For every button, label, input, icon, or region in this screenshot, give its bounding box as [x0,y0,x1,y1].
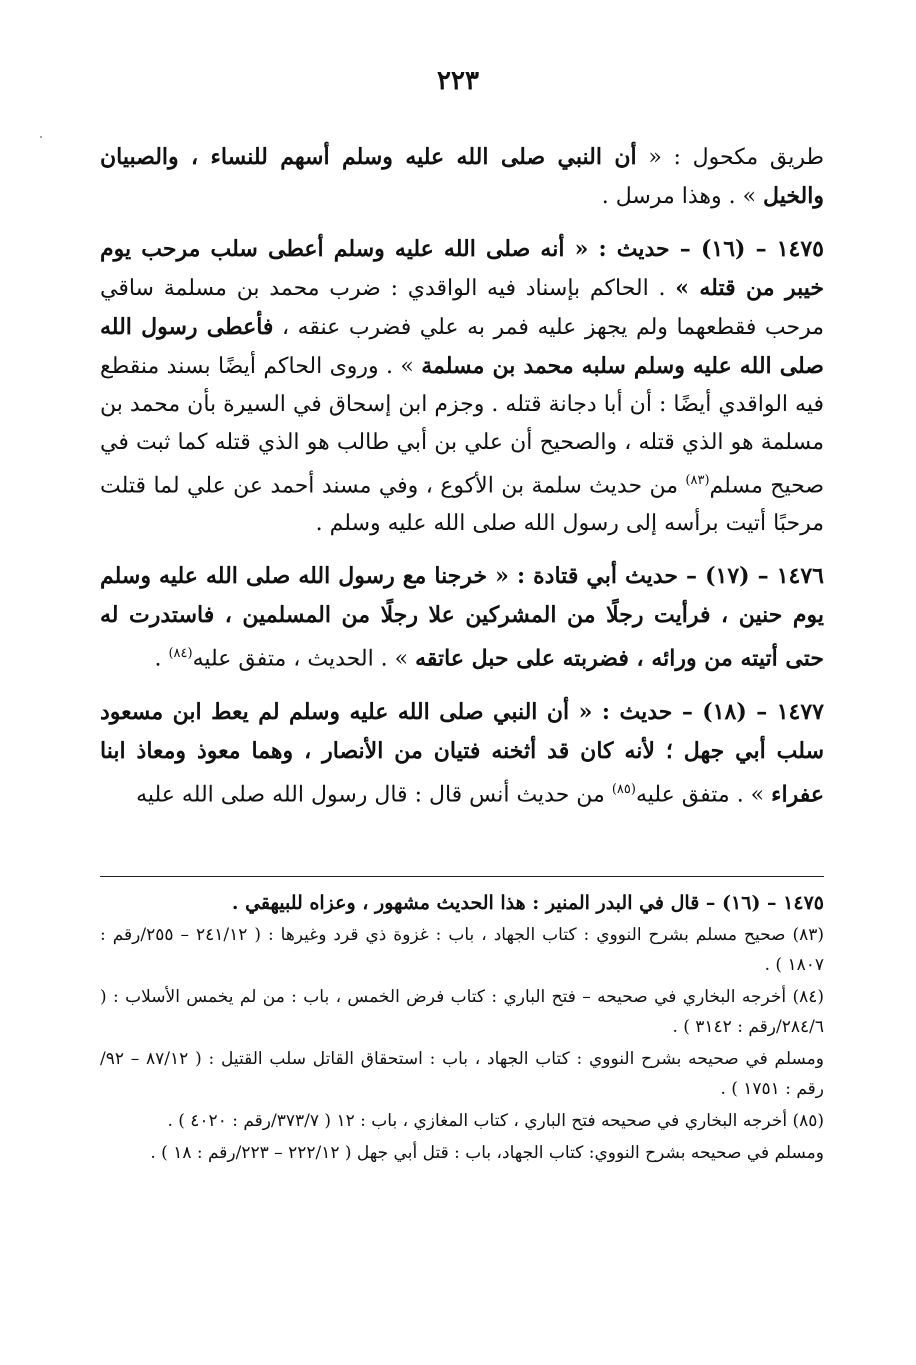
footnote-reference: (٨٣) [685,473,710,488]
text: » . وهذا مرسل . [601,184,764,209]
bold-text: أن النبي صلى الله عليه وسلم أسهم للنساء ، والصبيان والخيل [100,144,824,209]
footnote-reference: (٨٥) [611,781,636,797]
paragraph [100,693,824,814]
text: » . متفق عليه [635,781,772,807]
footnote-main: ١٤٧٥ – (١٦) – قال في البدر المنير : هذا الحديث مشهور ، وعزاه للبيهقي . [231,892,824,914]
text: . [154,646,169,672]
footnote: ومسلم في صحيحه بشرح النووي: كتاب الجهاد، باب : قتل أبي جهل ( ٢٢٢/١٢ – ٢٢٣/رقم : ١٨ ) . [150,1143,824,1163]
paragraph [100,230,824,543]
bold-text: فأعطى رسول الله صلى الله عليه وسلم سلبه محمد بن مسلمة [100,314,824,379]
footnote: (٨٣) صحيح مسلم بشرح النووي : كتاب الجهاد ، باب : غزوة ذي قرد وغيرها : ( ٢٤١/١٢ – ٢٥٥/رقم : ١٨٠٧ ) . [100,925,825,975]
footnote: (٨٥) أخرجه البخاري في صحيحه فتح الباري ، كتاب المغازي ، باب : ١٢ ( ٣٧٣/٧/رقم : ٤٠٢٠ ) . [167,1111,824,1131]
footnote-reference: (٨٤) [168,646,193,662]
text: من حديث سلمة بن الأكوع ، وفي مسند أحمد عن علي لما قتلت مرحبًا أتيت برأسه إلى رسول الله صلى الله عليه وسلم . [100,473,824,537]
text: . الحاكم بإسناد فيه الواقدي : ضرب محمد بن مسلمة ساقي مرحب فقطعهما ولم يجهز عليه فمر به علي فضرب عنقه ، [100,276,824,340]
bold-text: ١٤٧٦ – (١٧) – حديث أبي قتادة : « خرجنا مع رسول الله صلى الله عليه وسلم يوم حنين ، فرأيت رجلًا من المشركين علا رجلًا من المسلمين ، فاستدرت له حتى أتيته من ورائه ، فضربته على حبل عاتقه [100,563,824,672]
footnote: ومسلم في صحيحه بشرح النووي : كتاب الجهاد ، باب : استحقاق القاتل سلب القتيل : ( ٨٧/١٢ – ٩٢/رقم : ١٧٥١ ) . [100,1049,824,1099]
text: طريق مكحول : « [636,145,824,170]
scan-speck [40,136,42,138]
text: » . وروى الحاكم أيضًا بسند منقطع فيه الواقدي أيضًا : أن أبا دجانة قتله . وجزم ابن إسحاق في السيرة بأن محمد بن مسلمة هو الذي قتله ، والصحيح أن علي بن أبي طالب هو الذي قتله كما ثبت في صحيح مسلم [100,354,824,499]
footnotes [100,888,824,1170]
main-text [100,138,824,828]
bold-text: ١٤٧٧ – (١٨) – حديث : « أن النبي صلى الله عليه وسلم لم يعط ابن مسعود سلب أبي جهل ؛ لأنه كان قد أثخنه فتيان من الأنصار ، وهما معوذ ومعاذ ابنا عفراء [100,698,824,807]
text: » . الحديث ، متفق عليه [192,646,416,672]
bold-text: ١٤٧٥ – (١٦) – حديث : « أنه صلى الله عليه وسلم أعطى سلب مرحب يوم خيبر من قتله » [100,236,824,301]
paragraph [100,557,824,678]
footnote-divider [100,876,824,877]
paragraph [100,138,824,216]
text: من حديث أنس قال : قال رسول الله صلى الله عليه [136,781,612,807]
footnote: (٨٤) أخرجه البخاري في صحيحه – فتح الباري : كتاب فرض الخمس ، باب : من لم يخمس الأسلاب : ( ٢٨٤/٦/رقم : ٣١٤٢ ) . [100,987,824,1037]
page-number: ٢٢٣ [437,66,479,96]
